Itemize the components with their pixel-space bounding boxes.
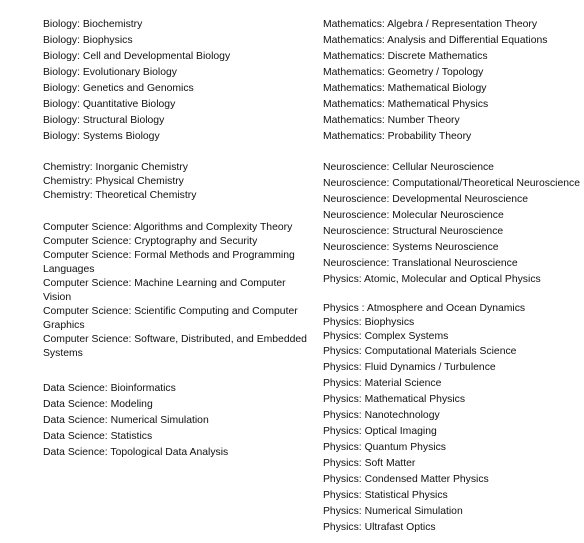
topic-item: Mathematics: Probability Theory (323, 131, 472, 142)
neuroscience-group (323, 160, 584, 288)
topic-item: Physics: Nanotechnology (323, 410, 440, 421)
topic-item: Physics: Mathematical Physics (323, 394, 466, 405)
topic-item: Physics: Complex Systems (323, 331, 449, 342)
topic-item: Biology: Systems Biology (43, 131, 160, 142)
computer-science-group (43, 221, 311, 361)
topic-item: Physics: Atomic, Molecular and Optical Physics (323, 274, 541, 285)
topic-item: Computer Science: Software, Distributed, and Embedded Systems (43, 334, 307, 359)
topic-item: Physics: Computational Materials Science (323, 346, 517, 357)
left-topic-column (43, 17, 311, 461)
topic-item: Physics : Atmosphere and Ocean Dynamics (323, 303, 526, 314)
topic-item: Mathematics: Mathematical Biology (323, 83, 487, 94)
topic-item: Biology: Genetics and Genomics (43, 83, 194, 94)
topic-item: Physics: Ultrafast Optics (323, 522, 436, 533)
topic-item: Neuroscience: Computational/Theoretical Neuroscience (323, 178, 581, 189)
topic-item: Computer Science: Machine Learning and Computer Vision (43, 278, 286, 303)
topic-item: Neuroscience: Developmental Neuroscience (323, 194, 529, 205)
topic-item: Biology: Biochemistry (43, 19, 143, 30)
physics-group (323, 302, 584, 536)
topic-item: Physics: Material Science (323, 378, 442, 389)
topic-item: Data Science: Bioinformatics (43, 383, 176, 394)
topic-item: Data Science: Modeling (43, 399, 153, 410)
topic-item: Physics: Condensed Matter Physics (323, 474, 489, 485)
topic-item: Physics: Quantum Physics (323, 442, 446, 453)
topic-item: Computer Science: Cryptography and Security (43, 236, 258, 247)
topic-item: Physics: Fluid Dynamics / Turbulence (323, 362, 496, 373)
topic-item: Data Science: Numerical Simulation (43, 415, 209, 426)
topic-item: Physics: Biophysics (323, 317, 415, 328)
topic-item: Biology: Evolutionary Biology (43, 67, 177, 78)
topic-item: Neuroscience: Cellular Neuroscience (323, 162, 494, 173)
topic-item: Mathematics: Analysis and Differential Equations (323, 35, 548, 46)
chemistry-group (43, 161, 311, 203)
topic-item: Mathematics: Mathematical Physics (323, 99, 489, 110)
topic-item: Biology: Quantitative Biology (43, 99, 176, 110)
topic-item: Computer Science: Scientific Computing and Computer Graphics (43, 306, 298, 331)
topic-item: Neuroscience: Systems Neuroscience (323, 242, 499, 253)
topic-item: Mathematics: Geometry / Topology (323, 67, 484, 78)
topic-item: Chemistry: Theoretical Chemistry (43, 190, 197, 201)
biology-group (43, 17, 311, 145)
topic-item: Mathematics: Discrete Mathematics (323, 51, 488, 62)
topic-item: Neuroscience: Structural Neuroscience (323, 226, 504, 237)
topic-item: Biology: Biophysics (43, 35, 133, 46)
topic-item: Biology: Cell and Developmental Biology (43, 51, 231, 62)
right-topic-column (323, 17, 584, 536)
topic-item: Physics: Numerical Simulation (323, 506, 463, 517)
topic-item: Mathematics: Number Theory (323, 115, 460, 126)
topic-item: Data Science: Topological Data Analysis (43, 447, 229, 458)
mathematics-group (323, 17, 584, 145)
topic-item: Data Science: Statistics (43, 431, 153, 442)
topic-item: Physics: Soft Matter (323, 458, 416, 469)
topic-item: Computer Science: Formal Methods and Programming Languages (43, 250, 295, 275)
topic-item: Chemistry: Physical Chemistry (43, 176, 184, 187)
topic-item: Biology: Structural Biology (43, 115, 165, 126)
topic-item: Physics: Statistical Physics (323, 490, 448, 501)
topic-item: Computer Science: Algorithms and Complexity Theory (43, 222, 293, 233)
topic-item: Chemistry: Inorganic Chemistry (43, 162, 188, 173)
data-science-group (43, 381, 311, 461)
topic-item: Physics: Optical Imaging (323, 426, 437, 437)
topic-item: Neuroscience: Translational Neuroscience (323, 258, 518, 269)
topic-item: Mathematics: Algebra / Representation Theory (323, 19, 538, 30)
topic-item: Neuroscience: Molecular Neuroscience (323, 210, 504, 221)
